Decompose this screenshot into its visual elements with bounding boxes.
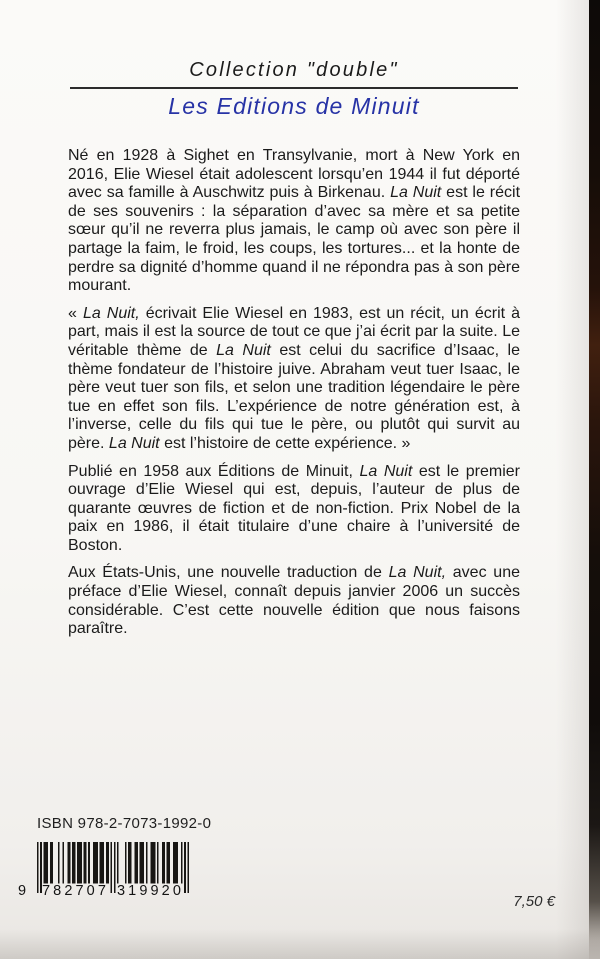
paragraph: Aux États-Unis, une nouvelle traduction de La Nuit, avec une préface d’Elie Wiesel, connaît depuis janvier 2006 un succès considérable. C’est cette nouvelle édition que nous faisons paraître. <box>68 564 520 638</box>
blurb <box>68 147 520 648</box>
paragraph: Né en 1928 à Sighet en Transylvanie, mort à New York en 2016, Elie Wiesel était adolescent lorsqu’en 1944 il fut déporté avec sa famille à Auschwitz puis à Birkenau. La Nuit est le récit de ses souvenirs : la séparation d’avec sa mère et sa petite sœur qu’il ne reverra plus jamais, le camp où avec son père il partage la faim, le froid, les coups, les tortures... et la honte de perdre sa dignité d’homme quand il ne répondra pas à son père mourant. <box>68 147 521 295</box>
bottom-shadow <box>0 929 600 959</box>
book-edge <box>589 0 600 959</box>
barcode-first-digit: 9 <box>18 883 27 899</box>
barcode-group2: 319920 <box>117 883 184 899</box>
barcode <box>16 842 201 900</box>
header <box>70 58 518 120</box>
barcode-group1: 782707 <box>42 883 109 899</box>
collection-title: Collection "double" <box>189 59 399 81</box>
paper-edge-shadow <box>556 0 590 959</box>
isbn-text: ISBN 978-2-7073-1992-0 <box>37 815 212 832</box>
paragraph: « La Nuit, écrivait Elie Wiesel en 1983, est un récit, un écrit à part, mais il est la source de tout ce que j’ai écrit par la suite. Le véritable thème de La Nuit est celui du sacrifice d’Isaac, le thème fondateur de l’histoire juive. Abraham veut tuer Isaac, le père veut tuer son fils, et selon une tradition légendaire le père tue en effet son fils. L’expérience de notre génération est, à l’inverse, celle du fils qui tue le père, ou plutôt qui survit au père. La Nuit est l’histoire de cette expérience. » <box>68 304 520 452</box>
paragraph: Publié en 1958 aux Éditions de Minuit, La Nuit est le premier ouvrage d’Elie Wiesel qui est, depuis, l’auteur de plus de quarante œuvres de fiction et de non-fiction. Prix Nobel de la paix en 1986, il était titulaire d’une chaire à l’université de Boston. <box>68 462 521 554</box>
price-label: 7,50 € <box>513 893 555 910</box>
header-divider <box>70 87 518 89</box>
publisher-name: Les Editions de Minuit <box>168 93 420 119</box>
